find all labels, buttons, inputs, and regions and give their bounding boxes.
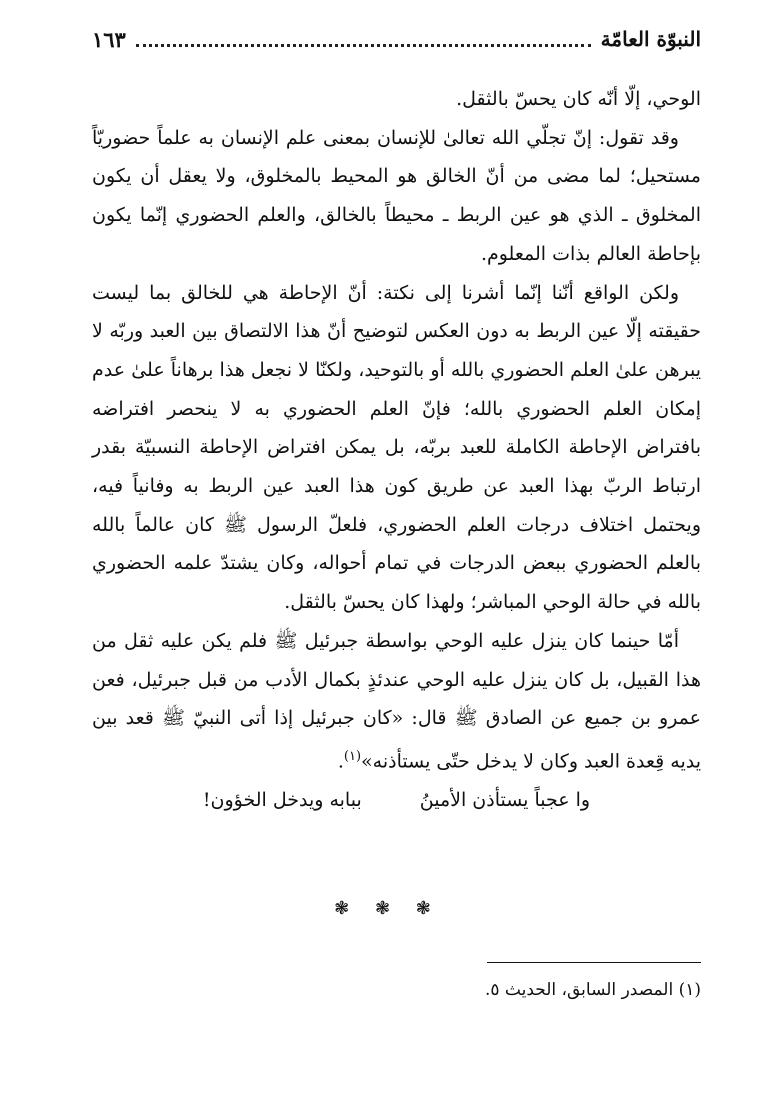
running-header bbox=[92, 22, 701, 56]
header-title: النبوّة العامّة bbox=[600, 27, 701, 51]
paragraph-4-text: أمّا حينما كان ينزل عليه الوحي بواسطة جبرئيل ﷺ فلم يكن عليه ثقل من هذا القبيل، بل كان ينزل عليه الوحي عندئذٍ بكمال الأدب من قبل جبرئيل، فعن عمرو بن جميع عن الصادق ﷺ قال: «كان جبرئيل إذا أتى النبيّ ﷺ قعد بين يديه قِعدة العبد وكان لا يدخل حتّى يستأذنه» bbox=[92, 629, 701, 773]
paragraph-1: الوحي، إلّا أنّه كان يحسّ بالثقل. bbox=[456, 88, 701, 110]
page-number: ١٦٣ bbox=[92, 26, 126, 52]
footnote-divider bbox=[487, 962, 701, 963]
header-dot-leader bbox=[136, 44, 591, 47]
main-text bbox=[92, 80, 701, 819]
paragraph-3: ولكن الواقع أنّنا إنّما أشرنا إلى نكتة: أنّ الإحاطة هي للخالق بما ليست حقيقته إلّا عين الربط به دون العكس لتوضيح أنّ هذا الالتصاق بين العبد وربّه لا يبرهن علىٰ العلم الحضوري بالله أو بالتوحيد، ولكنّا لا نجعل هذا برهاناً علىٰ عدم إمكان العلم الحضوري بالله؛ فإنّ العلم الحضوري به لا ينحصر افتراضه بافتراض الإحاطة الكاملة للعبد بربّه، بل يمكن افتراض الإحاطة النسبيّة بقدر ارتباط الربّ بهذا العبد عن طريق كون هذا العبد عين الربط به وفانياً فيه، ويحتمل اختلاف درجات العلم الحضوري، فلعلّ الرسول ﷺ كان عالماً بالله بالعلم الحضوري ببعض الدرجات في تمام أحواله، وكان يشتدّ علمه الحضوري بالله في حالة الوحي المباشر؛ ولهذا كان يحسّ بالثقل. bbox=[92, 281, 701, 614]
verse-second-half: ببابه ويدخل الخؤون! bbox=[202, 788, 362, 811]
paragraph-2: وقد تقول: إنّ تجلّي الله تعالىٰ للإنسان بمعنى علم الإنسان به علماً حضوريّاً مستحيل؛ لما مضى من أنّ الخالق هو المحيط بالمخلوق، ولا يعقل أن يكون المخلوق ـ الذي هو عين الربط ـ محيطاً بالخالق، والعلم الحضوري إنّما يكون بإحاطة العالم بذات المعلوم. bbox=[92, 126, 701, 265]
verse-first-half: وا عجباً يستأذن الأمينُ bbox=[419, 788, 591, 811]
footnote: (١) المصدر السابق، الحديث ٥. bbox=[484, 980, 701, 1000]
poetry-verse bbox=[92, 781, 701, 819]
footnote-marker: (١) bbox=[343, 748, 362, 764]
section-separator: ❃ ❃ ❃ bbox=[334, 898, 441, 919]
paragraph-4-period: . bbox=[337, 750, 344, 773]
paragraph-4 bbox=[92, 622, 701, 781]
